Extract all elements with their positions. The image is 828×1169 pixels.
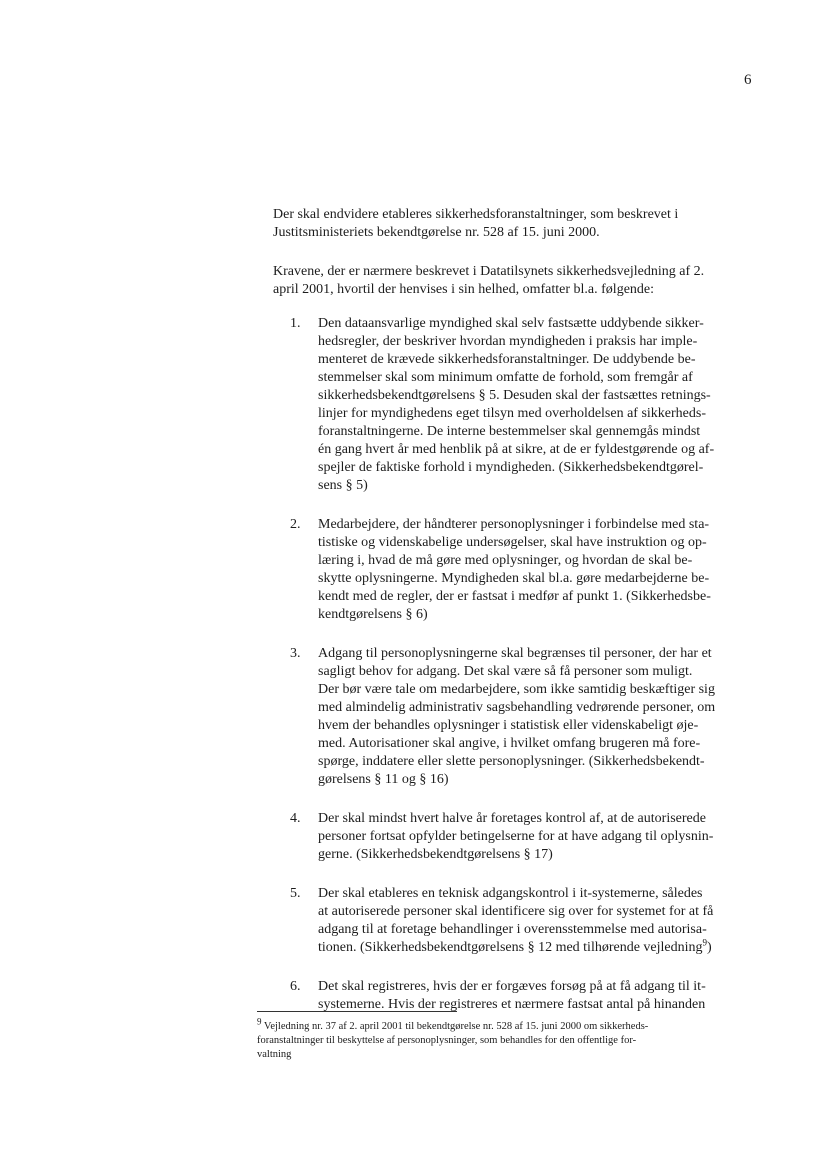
requirements-paragraph: Kravene, der er nærmere beskrevet i Datatilsynets sikkerhedsvejledning af 2. april 2001, hvortil der henvises i sin helhed, omfatter bl.a. følgende: [273, 264, 705, 297]
list-item-number: 1. [290, 316, 301, 331]
list-item-number: 5. [290, 886, 301, 901]
intro-paragraph: Der skal endvidere etableres sikkerhedsforanstaltninger, som beskrevet i Justitsministeriets bekendtgørelse nr. 528 af 15. juni 2000. [273, 207, 679, 240]
footnote-text: Vejledning nr. 37 af 2. april 2001 til bekendtgørelse nr. 528 af 15. juni 2000 om sikkerheds- foranstaltninger til beskyttelse af personoplysninger, som behandles for den offentlige for- valtning [257, 1021, 649, 1060]
list-item [290, 978, 760, 1014]
footnote-divider [257, 1011, 457, 1012]
page-number: 6 [744, 72, 752, 88]
footnote-mark: 9 [257, 1016, 262, 1027]
list-item-text: Medarbejdere, der håndterer personoplysninger i forbindelse med sta- tistiske og videnskabelige undersøgelser, skal have instruktion og op- læring i, hvad de må gøre med oplysninger, og hvordan de skal be- skytte oplysningerne. Myndigheden skal bl.a. gøre medarbejderne be- kendt med de regler, der er fastsat i medfør af punkt 1. (Sikkerhedsbe- kendtgørelsens § 6) [318, 517, 711, 622]
requirements-list [290, 315, 760, 1035]
list-item-text: Adgang til personoplysningerne skal begrænses til personer, der har et sagligt behov for adgang. Det skal være så få personer som muligt. Der bør være tale om medarbejdere, som ikke samtidig beskæftiger sig med almindelig administrativ sagsbehandling vedrørende personer, om hvem der behandles oplysninger i statistisk eller videnskabeligt øje- med. Autorisationer skal angive, i hvilket omfang brugeren må fore- spørge, inddatere eller slette personoplysninger. (Sikkerhedsbekendt- gørelsens § 11 og § 16) [318, 646, 716, 787]
list-item-number: 6. [290, 979, 301, 994]
list-item-number: 2. [290, 517, 301, 532]
list-item [290, 885, 760, 957]
closing-paren: ) [707, 940, 712, 955]
list-item [290, 645, 760, 789]
list-item [290, 516, 760, 624]
list-item-number: 4. [290, 811, 301, 826]
list-item [290, 315, 760, 495]
list-item-text: Den dataansvarlige myndighed skal selv fastsætte uddybende sikker- hedsregler, der beskriver hvordan myndigheden i praksis har imple- menteret de krævede sikkerhedsforanstaltninger. De uddybende be- stemmelser skal som minimum omfatte de forhold, som fremgår af sikkerhedsbekendtgørelsens § 5. Desuden skal der fastsættes retnings- linjer for myndighedens eget tilsyn med overholdelsen af sikkerheds- foranstaltningerne. De interne bestemmelser skal gennemgås mindst én gang hvert år med henblik på at sikre, at de er fyldestgørende og af- spejler de faktiske forhold i myndigheden. (Sikkerhedsbekendtgørel- sens § 5) [318, 316, 715, 493]
list-item-number: 3. [290, 646, 301, 661]
list-item-text-wrapper [318, 885, 760, 957]
list-item-text: Der skal mindst hvert halve år foretages kontrol af, at de autoriserede personer fortsat opfylder betingelserne for at have adgang til oplysnin- gerne. (Sikkerhedsbekendtgørelsens § 17) [318, 811, 714, 862]
footnote-reference[interactable]: 9 [702, 937, 708, 948]
footnote [257, 1016, 757, 1062]
list-item-text: Der skal etableres en teknisk adgangskontrol i it-systemerne, således at autoriserede personer skal identificere sig over for systemet for at få adgang til at foretage behandlinger i overensstemmelse med autorisa- tionen. (Sikkerhedsbekendtgørelsens § 12 med tilhørende vejledning [318, 886, 714, 955]
list-item-text: Det skal registreres, hvis der er forgæves forsøg på at få adgang til it- systemerne. Hvis der registreres et nærmere fastsat antal på hinanden [318, 979, 706, 1012]
list-item [290, 810, 760, 864]
